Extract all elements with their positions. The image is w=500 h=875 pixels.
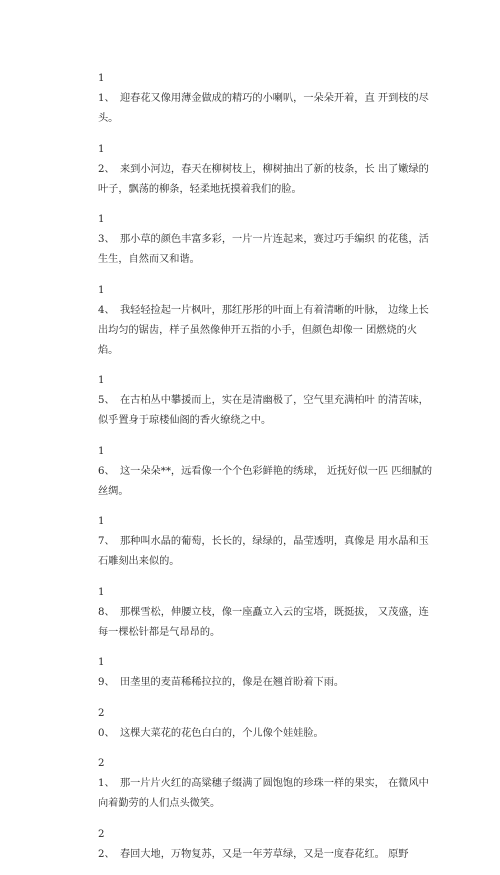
paragraph-18: [98, 583, 434, 643]
paragraph-text: 春回大地，万物复苏，又是一年芳草绿，又是一度春花红。 原野: [120, 848, 409, 860]
paragraph-text: 这一朵朵**，远看像一个个色彩鲜艳的绣球， 近抚好似一匹 匹细腻的丝绸。: [98, 465, 433, 497]
paragraph-20: [98, 704, 434, 744]
paragraph-text: 田垄里的麦苗稀稀拉拉的，像是在翘首盼着下雨。: [120, 677, 345, 688]
paragraph-text: 那小草的颜色丰富多彩，一片一片连起来，赛过巧手编织 的花毯，活生生，自然而又和谐。: [98, 234, 429, 265]
paragraph-number: 14、: [98, 284, 115, 316]
paragraph-text: 那种叫水晶的葡萄，长长的，绿绿的，晶莹透明，真像是 用水晶和玉石雕刻出来似的。: [98, 536, 429, 567]
paragraph-text: 那一片片火红的高粱穗子缀满了圆饱饱的珍珠一样的果实， 在微风中向着勤劳的人们点头微笑。: [98, 778, 429, 809]
paragraph-22: [98, 825, 434, 865]
paragraph-text: 我轻轻捡起一片枫叶，那红彤彤的叶面上有着清晰的叶脉， 边缘上长出均匀的锯齿，样子虽然像伸开五指的小手，但颜色却像一 团燃烧的火焰。: [98, 304, 429, 356]
paragraph-13: [98, 210, 434, 270]
paragraph-16: [98, 442, 434, 502]
paragraph-number: 16、: [98, 445, 115, 477]
paragraph-text: 迎春花又像用薄金做成的精巧的小喇叭，一朵朵开着，直 开到枝的尽头。: [98, 93, 429, 124]
paragraph-number: 18、: [98, 586, 115, 618]
document-body: [98, 69, 434, 875]
paragraph-number: 17、: [98, 516, 115, 547]
paragraph-text: 那棵雪松，伸腰立枝，像一座矗立入云的宝塔，既挺拔， 又茂盛，连每一棵松针都是气昂昂的。: [98, 606, 429, 638]
paragraph-21: [98, 754, 434, 814]
paragraph-15: [98, 371, 434, 431]
paragraph-number: 19、: [98, 657, 115, 688]
paragraph-number: 20、: [98, 707, 115, 739]
paragraph-17: [98, 512, 434, 572]
paragraph-number: 13、: [98, 214, 115, 245]
paragraph-14: [98, 281, 434, 361]
paragraph-number: 15、: [98, 375, 115, 406]
paragraph-number: 22、: [98, 828, 115, 860]
paragraph-19: [98, 653, 434, 693]
paragraph-number: 12、: [98, 143, 115, 175]
paragraph-12: [98, 140, 434, 200]
paragraph-text: 来到小河边，春天在柳树枝上，柳树抽出了新的枝条，长 出了嫩绿的叶子，飘荡的柳条，轻柔地抚摸着我们的脸。: [98, 163, 429, 195]
paragraph-text: 这棵大菜花的花色白白的，个儿像个娃娃脸。: [120, 727, 324, 739]
paragraph-11: [98, 69, 434, 129]
paragraph-text: 在古柏丛中攀援而上，实在是清幽极了，空气里充满柏叶 的清苦味，似乎置身于琼楼仙阁的香火缭绕之中。: [98, 395, 429, 426]
paragraph-number: 11、: [98, 73, 115, 104]
paragraph-number: 21、: [98, 758, 115, 789]
